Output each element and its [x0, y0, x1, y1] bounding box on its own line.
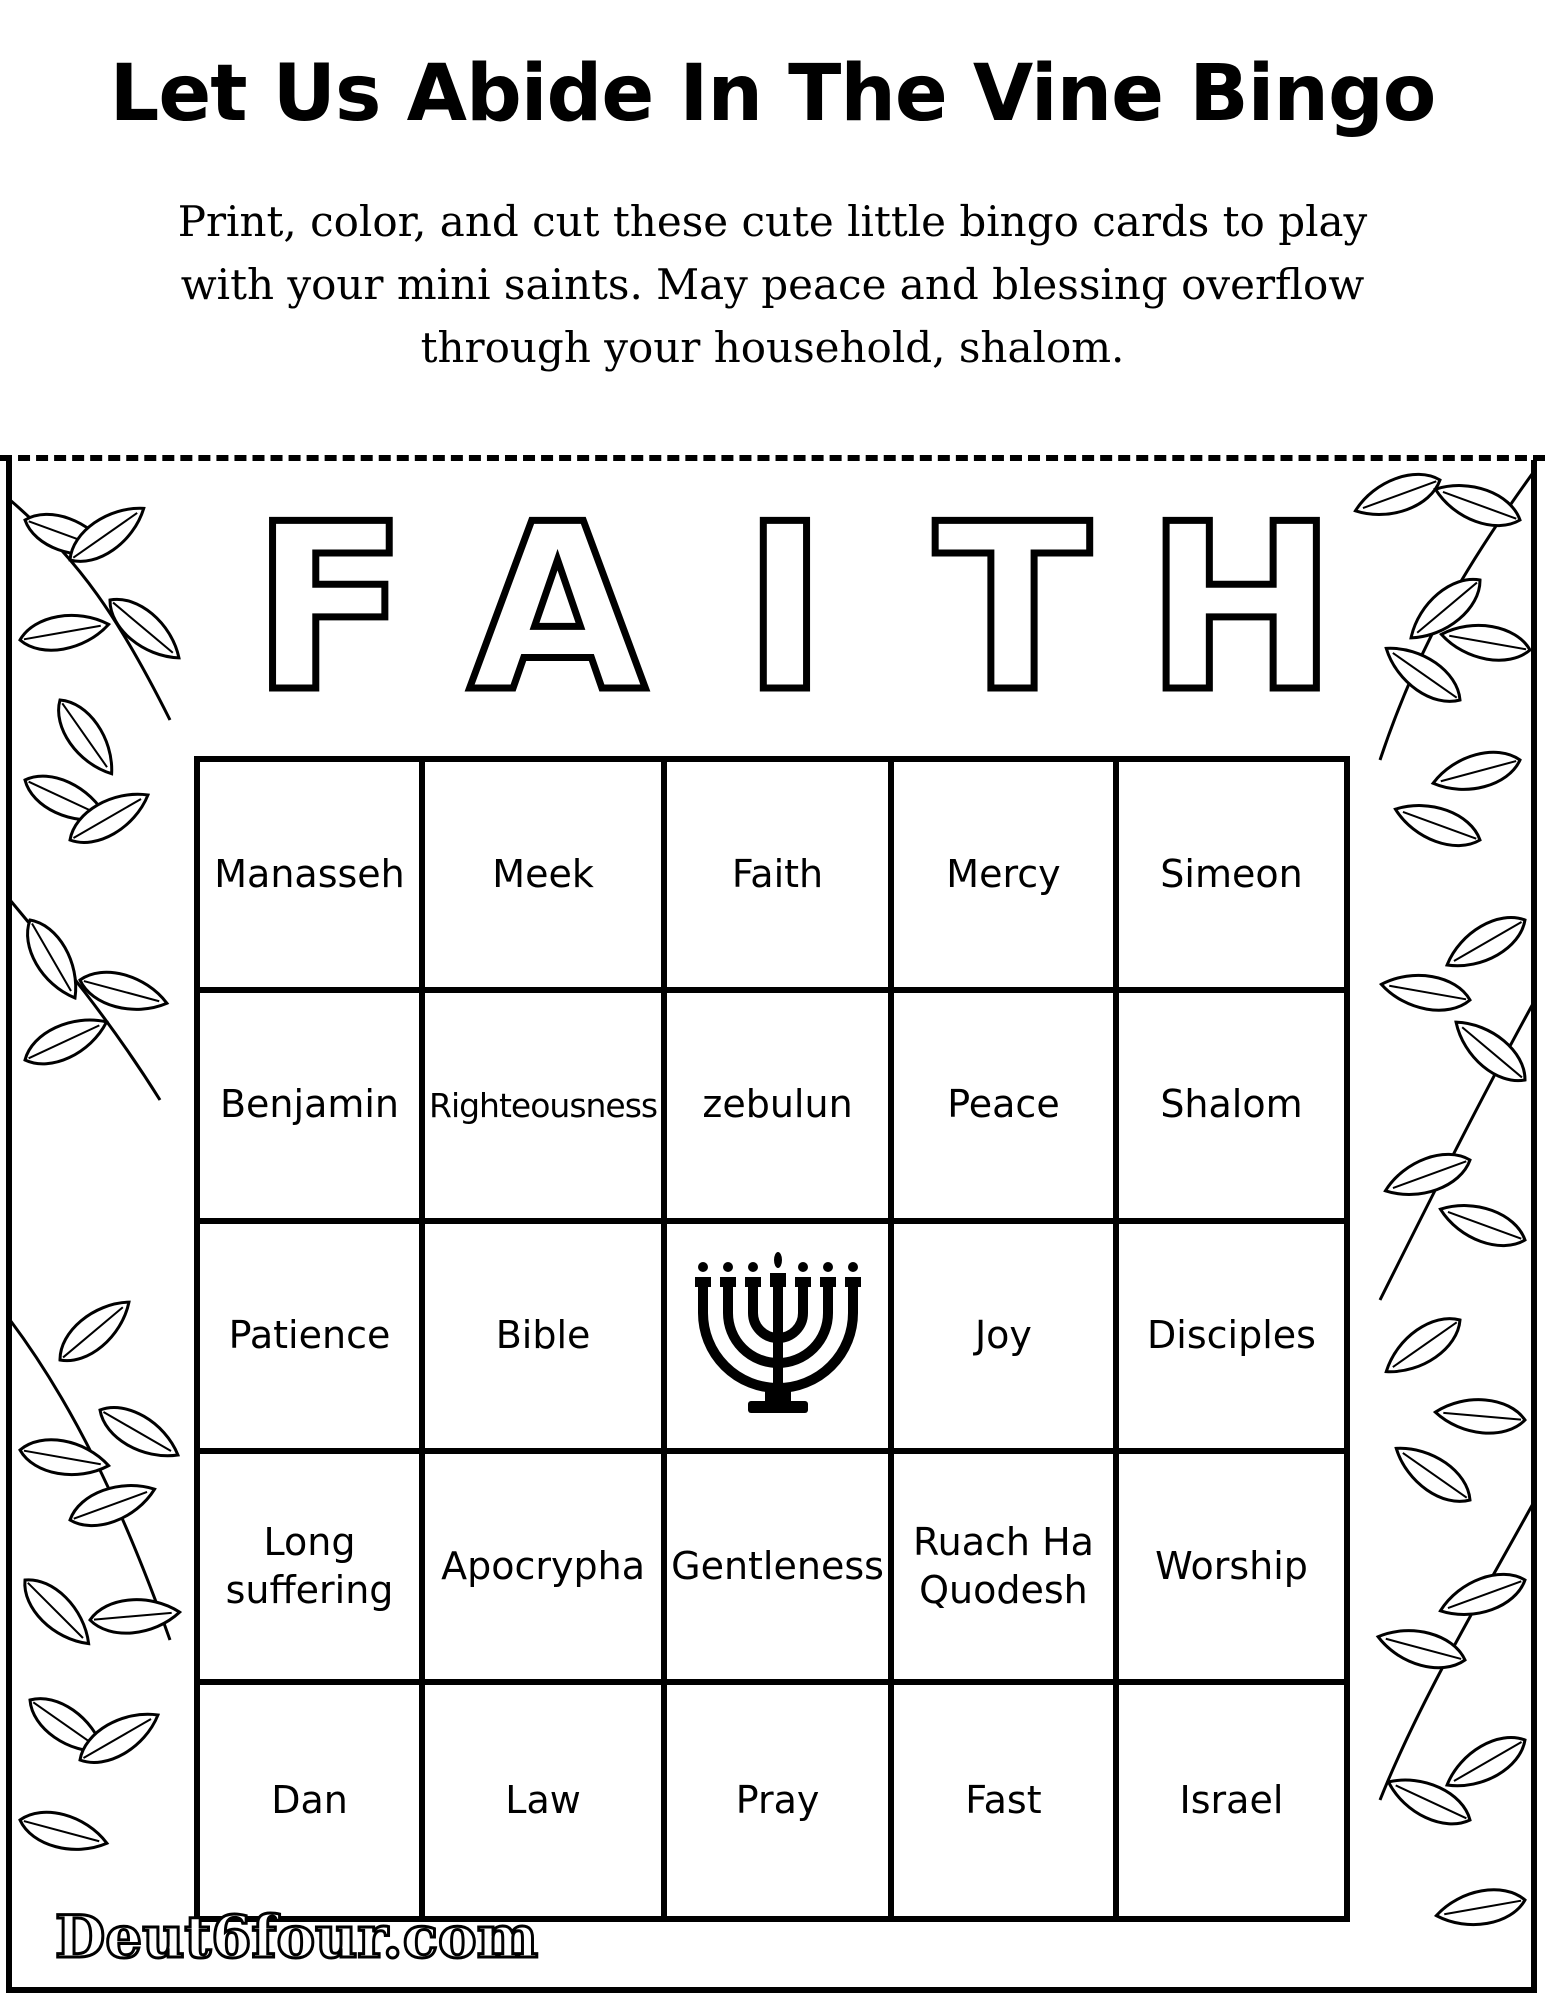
bingo-cell: Fast: [894, 1685, 1119, 1916]
page-title: Let Us Abide In The Vine Bingo: [109, 49, 1436, 139]
bingo-cell: Law: [425, 1685, 667, 1916]
bingo-cell: Gentleness: [667, 1454, 894, 1685]
subtitle-line: with your mini saints. May peace and blessing overflow: [180, 260, 1365, 309]
bingo-cell: Simeon: [1119, 762, 1344, 993]
bingo-cell: Benjamin: [200, 993, 425, 1224]
bingo-cell: Apocrypha: [425, 1454, 667, 1685]
bingo-cell: Worship: [1119, 1454, 1344, 1685]
bingo-cell: Long suffering: [200, 1454, 425, 1685]
header-letter-h: H: [1145, 476, 1338, 743]
bingo-free-space: [667, 1224, 894, 1455]
bingo-cell: Patience: [200, 1224, 425, 1455]
bingo-cell: Israel: [1179, 1777, 1284, 1822]
bingo-header-letters: [235, 476, 1338, 743]
subtitle-line: through your household, shalom.: [420, 323, 1125, 372]
bingo-cell: zebulun: [667, 993, 894, 1224]
bingo-cell: Manasseh: [200, 762, 425, 993]
bingo-cell: Shalom: [1119, 993, 1344, 1224]
header-letter-i: I: [742, 476, 828, 743]
bingo-cell: Mercy: [894, 762, 1119, 993]
bingo-cell: Faith: [667, 762, 894, 993]
bingo-cell: Disciples: [1119, 1224, 1344, 1455]
header-letter-t: T: [934, 476, 1091, 743]
header-letter-a: A: [468, 476, 647, 743]
bingo-cell: Righteousness: [425, 993, 667, 1224]
site-watermark: Deut6four.com: [55, 1903, 539, 1971]
bingo-grid: [194, 756, 1350, 1922]
bingo-cell: Joy: [894, 1224, 1119, 1455]
foliage-right: [1350, 464, 1536, 1931]
subtitle-line: Print, color, and cut these cute little bingo cards to play: [177, 197, 1368, 246]
bingo-cell: Bible: [425, 1224, 667, 1455]
bingo-cell: Dan: [200, 1685, 425, 1916]
header-letter-f: F: [251, 476, 409, 743]
bingo-cell: Pray: [667, 1685, 894, 1916]
menorah-icon: [693, 1251, 863, 1421]
foliage-left: [10, 495, 190, 1859]
bingo-cell: Meek: [425, 762, 667, 993]
bingo-cell: Ruach Ha Quodesh: [894, 1454, 1119, 1685]
bingo-cell: Peace: [894, 993, 1119, 1224]
